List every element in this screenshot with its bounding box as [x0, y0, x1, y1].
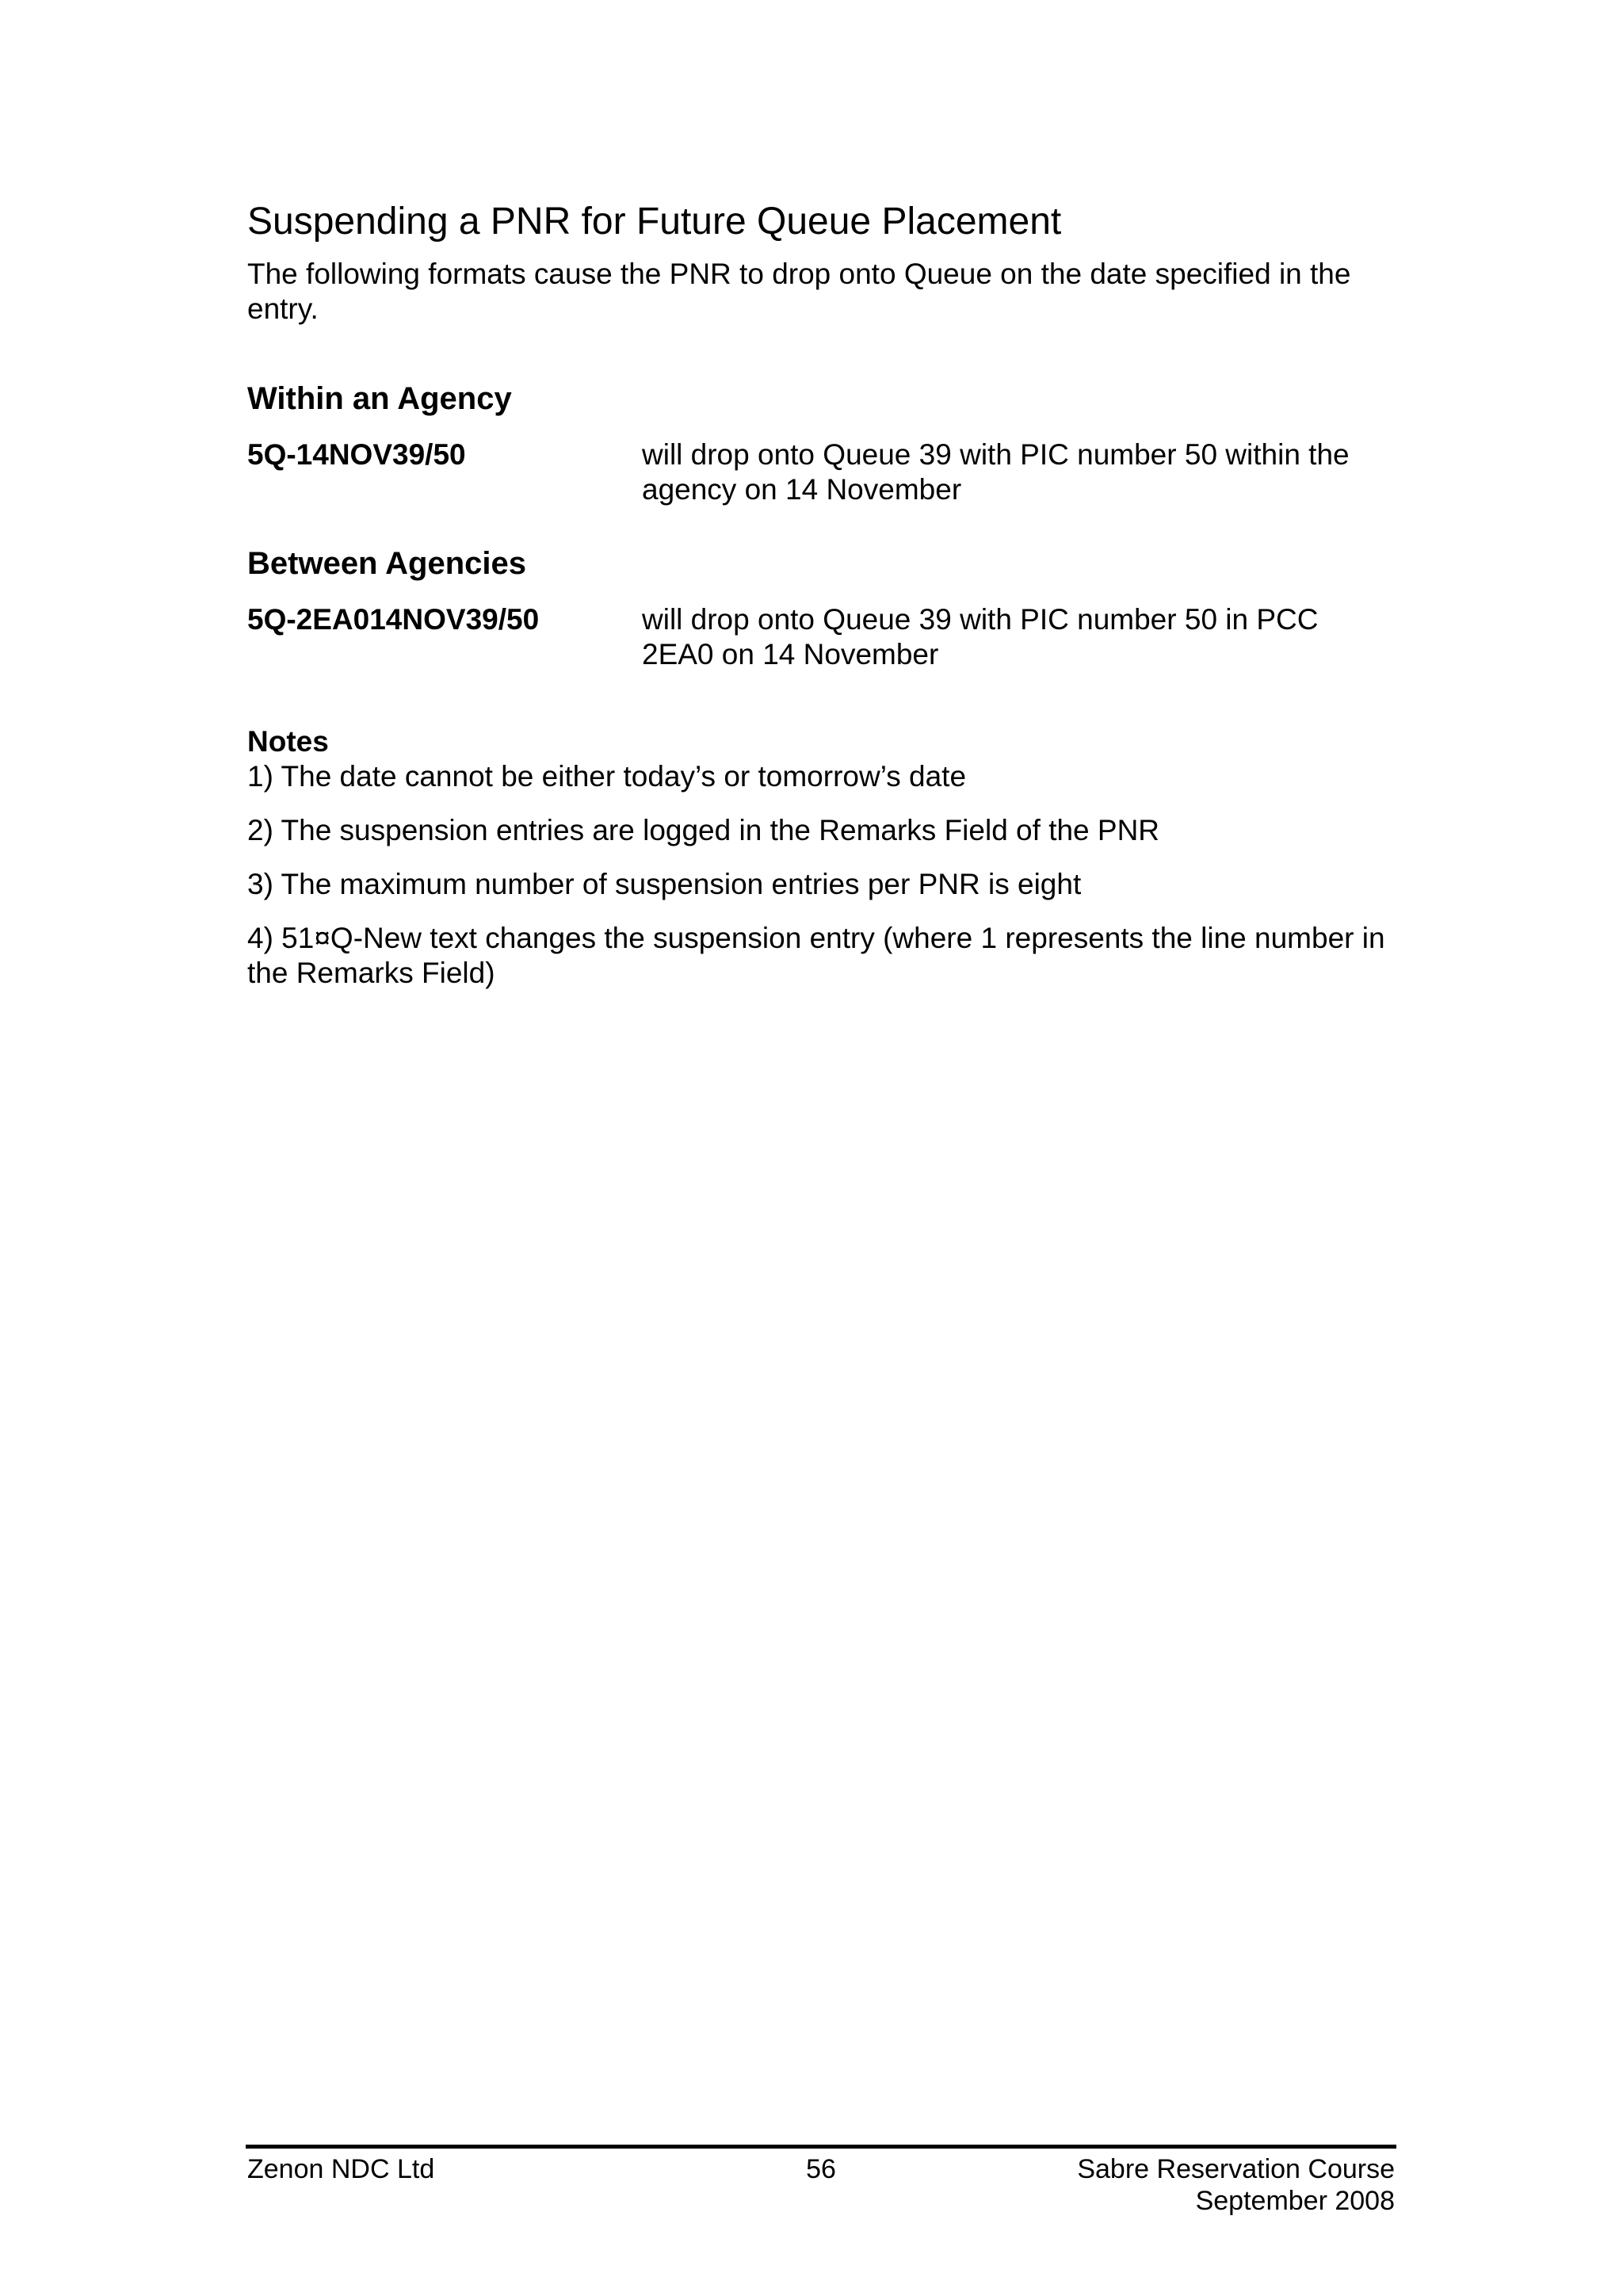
page-footer [246, 2145, 1396, 2216]
section-heading-within-agency: Within an Agency [247, 381, 512, 416]
note-item: 4) 51¤Q-New text changes the suspension entry (where 1 represents the line number in the Remarks Field) [247, 922, 1385, 989]
footer-course-title: Sabre Reservation Course [1077, 2154, 1395, 2184]
note-item: 3) The maximum number of suspension entries per PNR is eight [247, 868, 1082, 900]
section-heading-between-agencies: Between Agencies [247, 546, 526, 581]
intro-paragraph: The following formats cause the PNR to drop onto Queue on the date specified in the entry. [247, 258, 1351, 325]
format-entry-within-agency [247, 437, 1395, 507]
page-title: Suspending a PNR for Future Queue Placement [247, 201, 1062, 243]
footer-company: Zenon NDC Ltd [247, 2154, 435, 2184]
notes-heading: Notes [247, 725, 329, 758]
page-number: 56 [806, 2154, 836, 2184]
format-entry-between-agencies [247, 602, 1395, 672]
format-code: 5Q-2EA014NOV39/50 [247, 603, 540, 636]
note-item: 1) The date cannot be either today’s or tomorrow’s date [247, 760, 967, 793]
footer-course-info [1077, 2153, 1395, 2217]
footer-course-date: September 2008 [1195, 2186, 1395, 2216]
format-code: 5Q-14NOV39/50 [247, 438, 466, 471]
note-item: 2) The suspension entries are logged in the Remarks Field of the PNR [247, 814, 1160, 846]
format-description: will drop onto Queue 39 with PIC number 50 within the agency on 14 November [642, 438, 1350, 506]
page-content [247, 198, 1395, 1010]
format-description: will drop onto Queue 39 with PIC number 50 in PCC 2EA0 on 14 November [642, 603, 1319, 670]
